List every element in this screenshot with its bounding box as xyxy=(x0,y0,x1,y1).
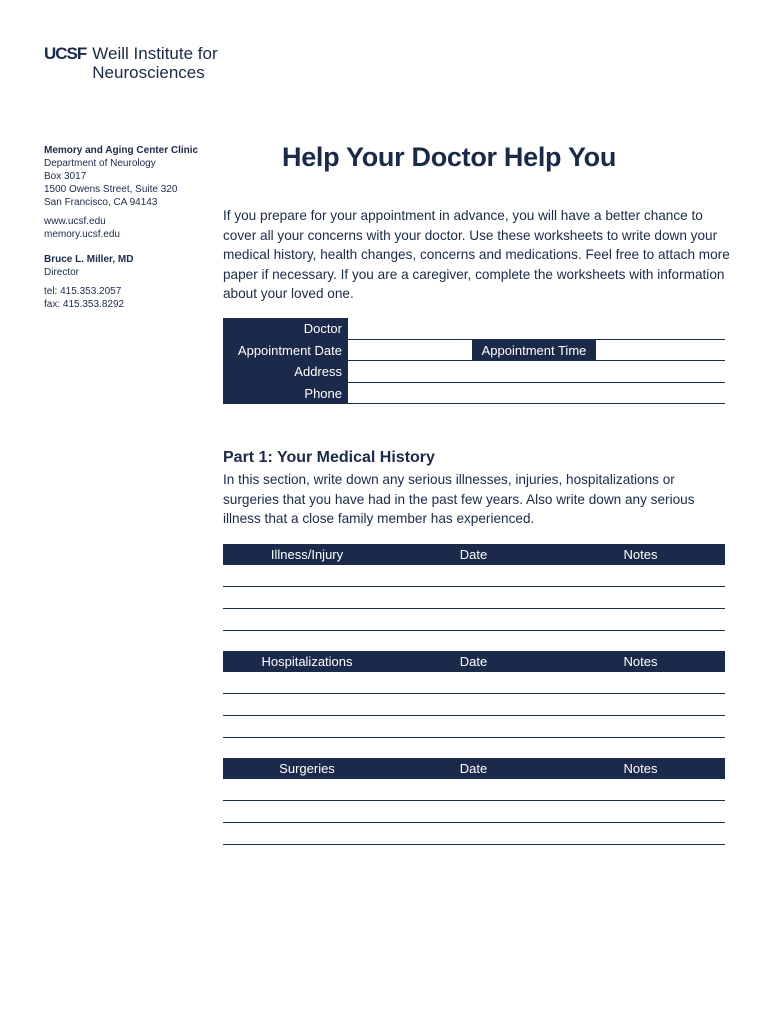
phone-field[interactable] xyxy=(348,383,725,405)
table-row[interactable] xyxy=(223,779,725,801)
col-date: Date xyxy=(459,654,488,669)
col-notes: Notes xyxy=(623,547,658,562)
director-name: Bruce L. Miller, MD xyxy=(44,254,134,265)
director-title: Director xyxy=(44,267,80,278)
phone-fax: fax: 415.353.8292 xyxy=(44,299,125,310)
appointment-date-row xyxy=(223,340,725,362)
table-header xyxy=(223,758,725,779)
table-header xyxy=(223,544,725,565)
phone-row xyxy=(223,383,725,405)
table-row[interactable] xyxy=(223,672,725,694)
website-memory[interactable]: memory.ucsf.edu xyxy=(44,229,120,240)
page-title: Help Your Doctor Help You xyxy=(282,142,617,172)
intro-text: If you prepare for your appointment in advance, you will have a better chance to cover all your concerns with your doctor. Use these worksheets to write down your medical history, health changes, concerns and medications. Feel free to attach more paper if necessary. If you are a caregiver, complete the worksheets with information about your loved one. xyxy=(223,208,730,301)
appointment-date-label: Appointment Date xyxy=(223,340,348,362)
col-hospitalizations: Hospitalizations xyxy=(261,654,353,669)
department: Department of Neurology xyxy=(44,158,156,169)
table-row[interactable] xyxy=(223,565,725,587)
surgeries-table xyxy=(223,758,725,845)
logo-line-2: Neurosciences xyxy=(92,63,205,82)
table-row[interactable] xyxy=(223,587,725,609)
logo-line-1: Weill Institute for xyxy=(92,44,218,63)
col-surgeries: Surgeries xyxy=(279,761,335,776)
phone-tel: tel: 415.353.2057 xyxy=(44,286,122,297)
table-row[interactable] xyxy=(223,694,725,716)
phone-label: Phone xyxy=(223,383,348,405)
appointment-form xyxy=(223,318,725,404)
address-row xyxy=(223,361,725,383)
doctor-row xyxy=(223,318,725,340)
col-notes: Notes xyxy=(623,654,658,669)
table-row[interactable] xyxy=(223,801,725,823)
col-illness: Illness/Injury xyxy=(270,547,344,562)
doctor-field[interactable] xyxy=(348,318,725,340)
logo-mark: UCSF xyxy=(44,44,87,63)
ucsf-logo xyxy=(44,44,218,82)
city: San Francisco, CA 94143 xyxy=(44,197,158,208)
appointment-time-label: Appointment Time xyxy=(472,340,596,361)
part1-title: Part 1: Your Medical History xyxy=(223,449,435,466)
col-date: Date xyxy=(459,761,488,776)
street: 1500 Owens Street, Suite 320 xyxy=(44,184,178,195)
col-date: Date xyxy=(459,547,488,562)
clinic-name: Memory and Aging Center Clinic xyxy=(44,145,199,156)
part1-text: In this section, write down any serious illnesses, injuries, hospitalizations or surgeries that you have had in the past few years. Also write down any serious illness that a close family member has experienced. xyxy=(223,472,695,526)
col-notes: Notes xyxy=(623,761,658,776)
sidebar-contact xyxy=(44,144,214,311)
table-header xyxy=(223,651,725,672)
table-row[interactable] xyxy=(223,609,725,631)
illness-table xyxy=(223,544,725,631)
doctor-label: Doctor xyxy=(223,318,348,340)
table-row[interactable] xyxy=(223,823,725,845)
box: Box 3017 xyxy=(44,171,87,182)
appointment-date-field[interactable] xyxy=(348,340,725,362)
hospitalizations-table xyxy=(223,651,725,738)
website-ucsf[interactable]: www.ucsf.edu xyxy=(44,216,106,227)
address-label: Address xyxy=(223,361,348,383)
table-row[interactable] xyxy=(223,716,725,738)
address-field[interactable] xyxy=(348,361,725,383)
